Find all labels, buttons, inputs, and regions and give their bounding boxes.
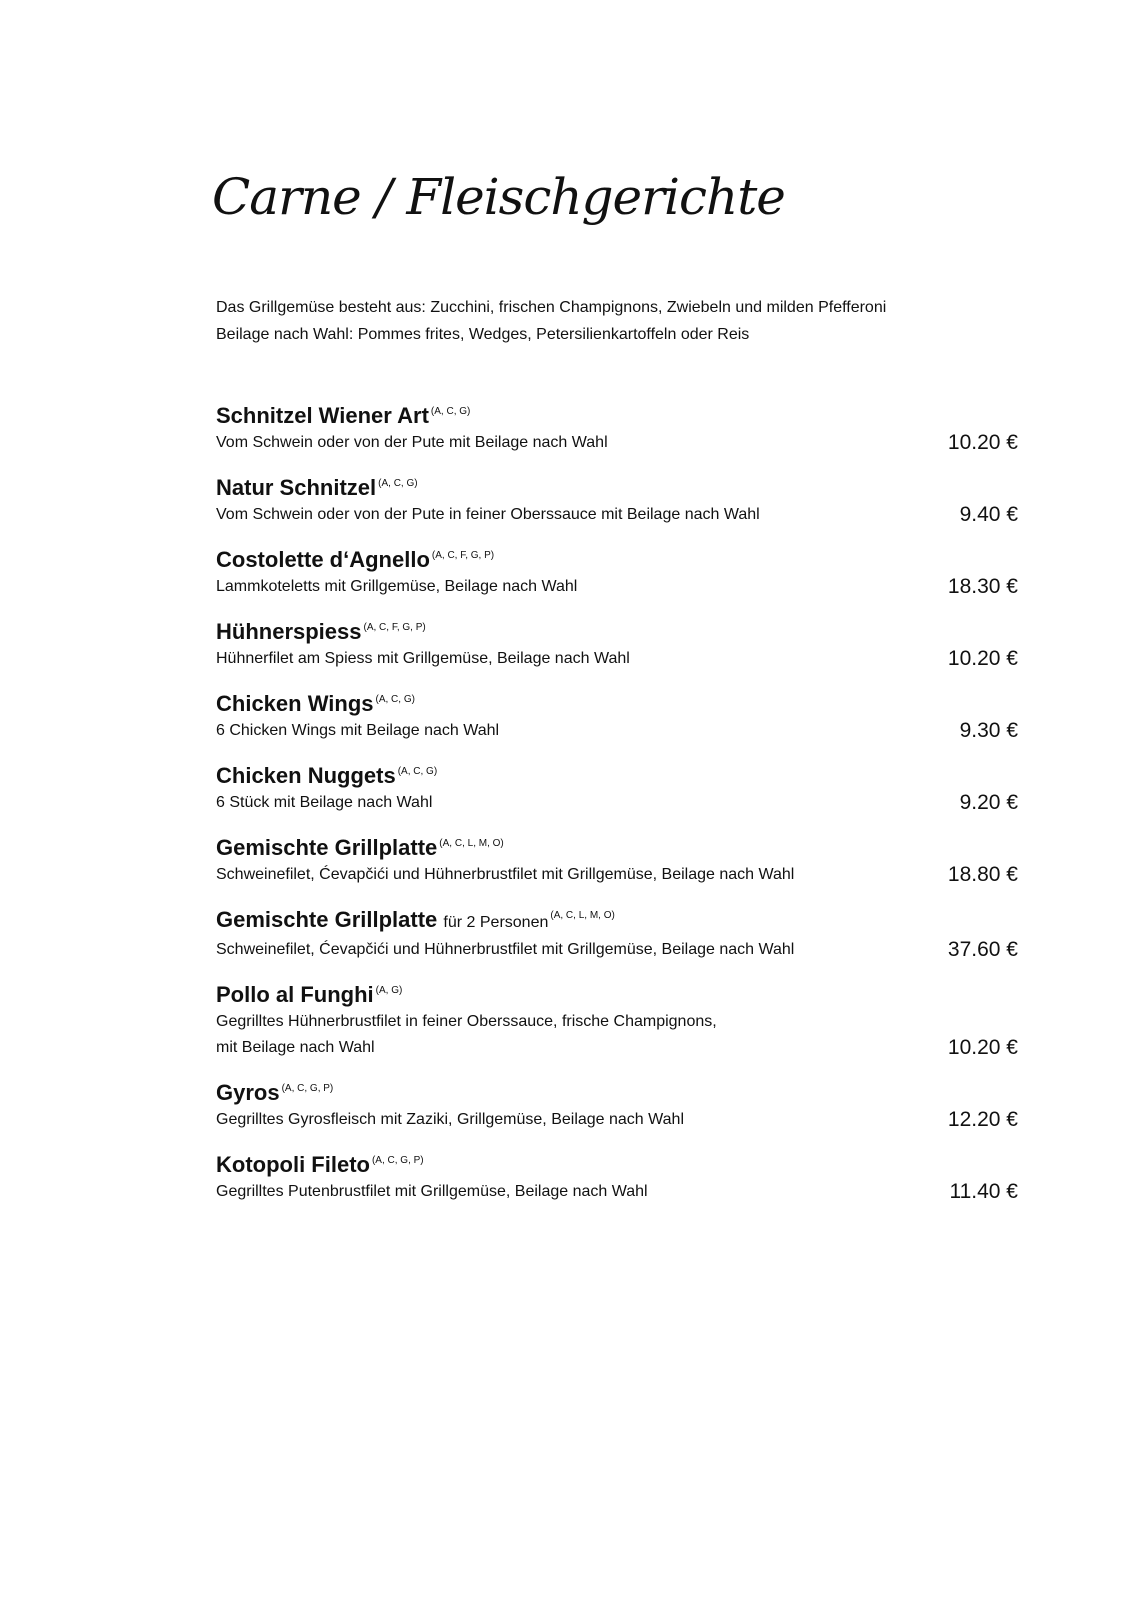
menu-item-description-line: Lammkoteletts mit Grillgemüse, Beilage nach Wahl xyxy=(216,578,578,595)
menu-item-description-line: Gegrilltes Putenbrustfilet mit Grillgemüse, Beilage nach Wahl xyxy=(216,1183,648,1200)
menu-item xyxy=(216,830,1018,888)
menu-item-allergens: (A, C, G, P) xyxy=(281,1083,334,1094)
menu-item xyxy=(216,902,1018,963)
menu-item-heading xyxy=(216,614,1018,646)
menu-item-price: 18.80 € xyxy=(947,863,1018,886)
menu-item-description xyxy=(216,1107,856,1133)
menu-item-price: 9.30 € xyxy=(959,719,1018,742)
menu-list xyxy=(216,398,1018,1219)
menu-item-heading xyxy=(216,758,1018,790)
menu-item-heading xyxy=(216,686,1018,718)
menu-item-price: 37.60 € xyxy=(947,938,1018,961)
menu-item-price: 9.20 € xyxy=(959,791,1018,814)
menu-item-description-line: Gegrilltes Hühnerbrustfilet in feiner Oberssauce, frische Champignons, xyxy=(216,1013,717,1030)
menu-item-allergens: (A, G) xyxy=(375,985,403,996)
intro-line-grillgemuese: Das Grillgemüse besteht aus: Zucchini, frischen Champignons, Zwiebeln und milden Pfefferoni xyxy=(216,299,887,316)
menu-item-description-line: Hühnerfilet am Spiess mit Grillgemüse, Beilage nach Wahl xyxy=(216,650,630,667)
menu-item-name: Schnitzel Wiener Art xyxy=(216,403,429,428)
menu-item xyxy=(216,542,1018,600)
menu-item-price: 12.20 € xyxy=(947,1108,1018,1131)
menu-item-heading xyxy=(216,542,1018,574)
menu-item-description-line: Schweinefilet, Ćevapčići und Hühnerbrustfilet mit Grillgemüse, Beilage nach Wahl xyxy=(216,941,795,958)
menu-item-price: 10.20 € xyxy=(947,647,1018,670)
menu-item-description-line: mit Beilage nach Wahl xyxy=(216,1039,375,1056)
menu-item-description xyxy=(216,430,856,456)
menu-item-name: Gemischte Grillplatte xyxy=(216,835,438,860)
menu-item-price: 11.40 € xyxy=(949,1180,1018,1203)
menu-item xyxy=(216,758,1018,816)
menu-item-allergens: (A, C, G) xyxy=(397,766,438,777)
menu-item-heading xyxy=(216,398,1018,430)
menu-item-price: 9.40 € xyxy=(959,503,1018,526)
menu-item-description xyxy=(216,718,856,744)
menu-item xyxy=(216,470,1018,528)
menu-item-name: Natur Schnitzel xyxy=(216,475,377,500)
menu-item-heading xyxy=(216,977,1018,1009)
menu-item-allergens: (A, C, G) xyxy=(378,478,418,489)
menu-item-description xyxy=(216,574,856,600)
menu-item-heading xyxy=(216,470,1018,502)
menu-item-description xyxy=(216,1179,856,1205)
menu-item-heading xyxy=(216,1075,1018,1107)
menu-item-description-line: Vom Schwein oder von der Pute in feiner Oberssauce mit Beilage nach Wahl xyxy=(216,506,760,523)
menu-item-name: Gemischte Grillplatte xyxy=(216,907,438,932)
menu-item-allergens: (A, C, G) xyxy=(375,694,415,705)
menu-item-description-line: Gegrilltes Gyrosfleisch mit Zaziki, Grillgemüse, Beilage nach Wahl xyxy=(216,1111,685,1128)
intro-line-beilage: Beilage nach Wahl: Pommes frites, Wedges, Petersilienkartoffeln oder Reis xyxy=(216,326,750,343)
menu-item xyxy=(216,977,1018,1061)
menu-item-description xyxy=(216,646,856,672)
menu-item-name: Chicken Wings xyxy=(216,691,374,716)
menu-item xyxy=(216,686,1018,744)
menu-item-description-line: 6 Chicken Wings mit Beilage nach Wahl xyxy=(216,722,500,739)
menu-item xyxy=(216,1147,1018,1205)
menu-item-allergens: (A, C, L, M, O) xyxy=(550,910,615,921)
menu-item-price: 18.30 € xyxy=(947,575,1018,598)
menu-item-heading xyxy=(216,830,1018,862)
menu-item-description xyxy=(216,937,856,963)
menu-item-description xyxy=(216,862,856,888)
menu-item-allergens: (A, C, F, G, P) xyxy=(431,550,495,561)
menu-item-allergens: (A, C, F, G, P) xyxy=(363,622,426,633)
menu-item-price: 10.20 € xyxy=(947,431,1018,454)
page-title: Carne / Fleischgerichte xyxy=(212,168,785,226)
menu-item-name: Costolette d‘Agnello xyxy=(216,547,430,572)
menu-item-name: Hühnerspiess xyxy=(216,619,362,644)
menu-item xyxy=(216,614,1018,672)
menu-item-name: Gyros xyxy=(216,1080,280,1105)
menu-item-description xyxy=(216,502,856,528)
menu-item xyxy=(216,398,1018,456)
menu-item-name: Chicken Nuggets xyxy=(216,763,396,788)
menu-item xyxy=(216,1075,1018,1133)
menu-item-allergens: (A, C, G, P) xyxy=(371,1155,424,1166)
menu-item-name: Kotopoli Fileto xyxy=(216,1152,370,1177)
menu-item-price: 10.20 € xyxy=(947,1036,1018,1059)
menu-item-heading xyxy=(216,902,1018,937)
intro-text xyxy=(216,294,886,348)
menu-item-description xyxy=(216,790,856,816)
menu-item-allergens: (A, C, L, M, O) xyxy=(439,838,504,849)
menu-item-heading xyxy=(216,1147,1018,1179)
menu-item-description-line: Vom Schwein oder von der Pute mit Beilage nach Wahl xyxy=(216,434,608,451)
menu-item-description xyxy=(216,1009,856,1061)
menu-item-description-line: 6 Stück mit Beilage nach Wahl xyxy=(216,794,433,811)
menu-item-portion: für 2 Personen xyxy=(443,914,549,931)
menu-item-description-line: Schweinefilet, Ćevapčići und Hühnerbrustfilet mit Grillgemüse, Beilage nach Wahl xyxy=(216,866,795,883)
menu-item-name: Pollo al Funghi xyxy=(216,982,374,1007)
menu-item-allergens: (A, C, G) xyxy=(430,406,471,417)
